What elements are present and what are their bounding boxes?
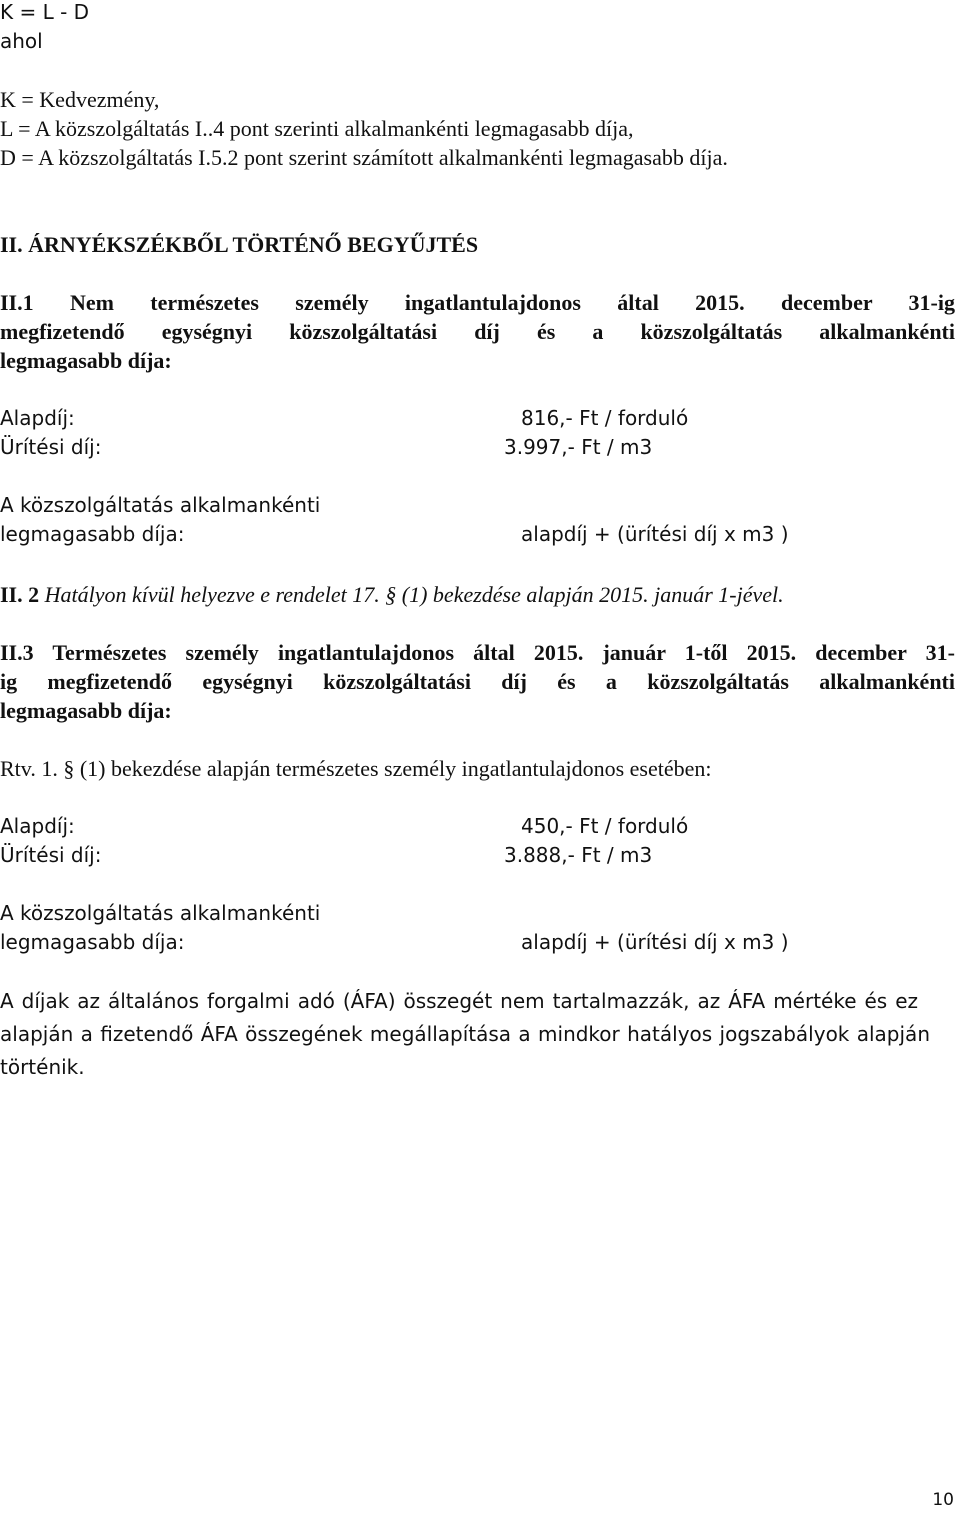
definition-k: K = Kedvezmény, [0, 87, 160, 112]
s21-alapdij-label: Alapdíj: [0, 406, 75, 430]
s23-uritesi-label: Ürítési díj: [0, 843, 102, 867]
page-number: 10 [932, 1490, 954, 1510]
afa-note-line1: A díjak az általános forgalmi adó (ÁFA) összegét nem tartalmazzák, az ÁFA mértéke és ez [0, 989, 918, 1013]
s23-max-label-line2: legmagasabb díja: [0, 930, 185, 954]
s22-line [0, 580, 784, 609]
s23-heading-line2: ig megfizetendő egységnyi közszolgáltatási díj és a közszolgáltatás alkalmankénti [0, 669, 955, 694]
s21-max-label-line1: A közszolgáltatás alkalmankénti [0, 493, 321, 517]
formula-line: K = L - D [0, 0, 90, 24]
s23-max-label-line1: A közszolgáltatás alkalmankénti [0, 901, 321, 925]
definition-d: D = A közszolgáltatás I.5.2 pont szerint számított alkalmankénti legmagasabb díja. [0, 145, 728, 170]
s23-rtv-text: Rtv. 1. § (1) bekezdése alapján természetes személy ingatlantulajdonos esetében: [0, 756, 712, 781]
formula-ahol: ahol [0, 29, 43, 53]
s21-max-value: alapdíj + (ürítési díj x m3 ) [521, 522, 789, 546]
s22-number: II. 2 [0, 582, 40, 607]
s21-heading-line2: megfizetendő egységnyi közszolgáltatási díj és a közszolgáltatás alkalmankénti [0, 319, 955, 344]
s21-max-label-line2: legmagasabb díja: [0, 522, 185, 546]
s23-uritesi-value: 3.888,- Ft / m3 [504, 843, 653, 867]
definition-l: L = A közszolgáltatás I..4 pont szerinti alkalmankénti legmagasabb díja, [0, 116, 634, 141]
s21-uritesi-value: 3.997,- Ft / m3 [504, 435, 653, 459]
afa-note-line2: alapján a fizetendő ÁFA összegének megállapítása a mindkor hatályos jogszabályok alapján [0, 1022, 930, 1046]
s22-text: Hatályon kívül helyezve e rendelet 17. § (1) bekezdése alapján 2015. január 1-jével. [44, 582, 784, 607]
s23-heading-line1: II.3 Természetes személy ingatlantulajdonos által 2015. január 1-től 2015. december 31- [0, 640, 955, 665]
section-title: II. ÁRNYÉKSZÉKBŐL TÖRTÉNŐ BEGYŰJTÉS [0, 232, 479, 257]
afa-note-line3: történik. [0, 1055, 85, 1079]
s23-alapdij-label: Alapdíj: [0, 814, 75, 838]
s21-uritesi-label: Ürítési díj: [0, 435, 102, 459]
s21-heading-line3: legmagasabb díja: [0, 348, 172, 373]
s23-max-value: alapdíj + (ürítési díj x m3 ) [521, 930, 789, 954]
s21-heading-line1: II.1 Nem természetes személy ingatlantulajdonos által 2015. december 31-ig [0, 290, 955, 315]
s23-heading-line3: legmagasabb díja: [0, 698, 172, 723]
s21-alapdij-value: 816,- Ft / forduló [521, 406, 689, 430]
s23-alapdij-value: 450,- Ft / forduló [521, 814, 689, 838]
